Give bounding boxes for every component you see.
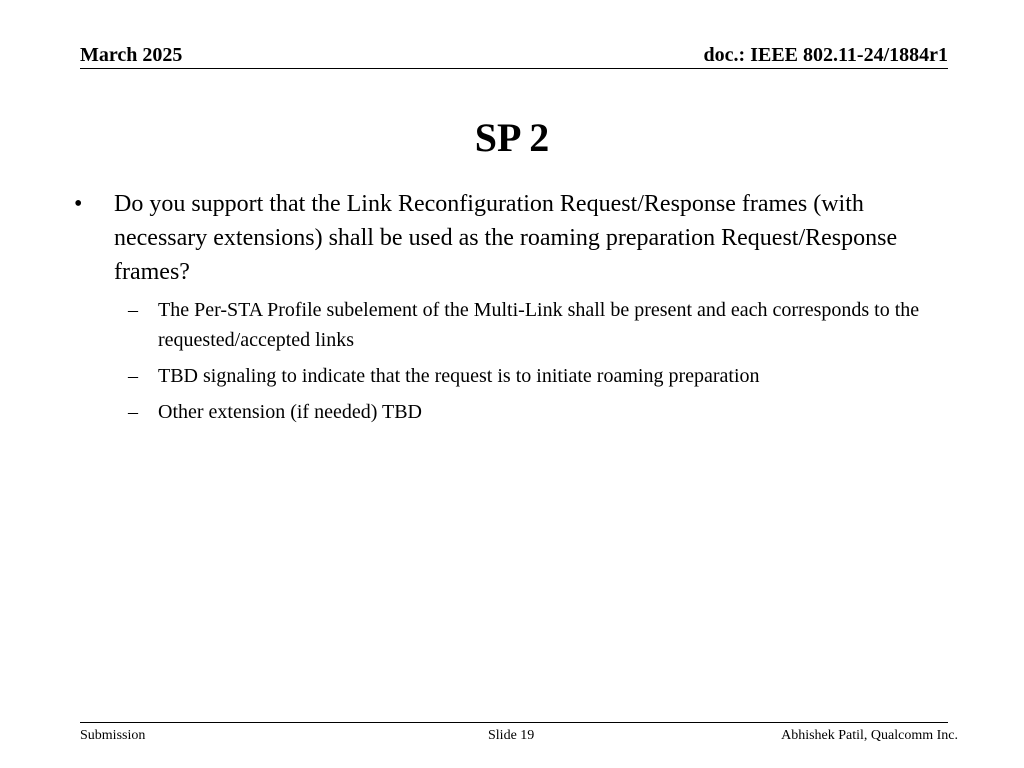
sub-bullet-text: Other extension (if needed) TBD <box>158 401 422 423</box>
footer-author: Abhishek Patil, Qualcomm Inc. <box>781 728 958 743</box>
sub-bullet-item <box>72 397 952 427</box>
sub-bullet-item <box>72 361 952 391</box>
sub-bullet-item <box>72 295 952 355</box>
sub-bullet-marker: – <box>128 299 138 321</box>
sub-bullet-text: The Per-STA Profile subelement of the Multi-Link shall be present and each corresponds to the requested/accepted links <box>158 299 920 351</box>
footer-submission: Submission <box>80 728 146 743</box>
slide-title: SP 2 <box>474 115 550 160</box>
bullet-item <box>72 187 952 289</box>
sub-bullet-text: TBD signaling to indicate that the request is to initiate roaming preparation <box>158 365 760 387</box>
slide-header <box>80 44 948 69</box>
sub-bullet-marker: – <box>128 365 138 387</box>
bullet-marker: • <box>74 191 83 217</box>
sub-bullet-marker: – <box>128 401 138 423</box>
footer-slide-number: Slide 19 <box>488 728 535 743</box>
slide-body <box>72 187 952 433</box>
sub-bullet-list <box>72 295 952 427</box>
header-doc-id: doc.: IEEE 802.11-24/1884r1 <box>703 44 948 66</box>
bullet-text: Do you support that the Link Reconfiguration Request/Response frames (with necessary extensions) shall be used as the roaming preparation Request/Response frames? <box>114 191 898 285</box>
slide-footer <box>80 722 958 743</box>
header-date: March 2025 <box>80 44 183 66</box>
